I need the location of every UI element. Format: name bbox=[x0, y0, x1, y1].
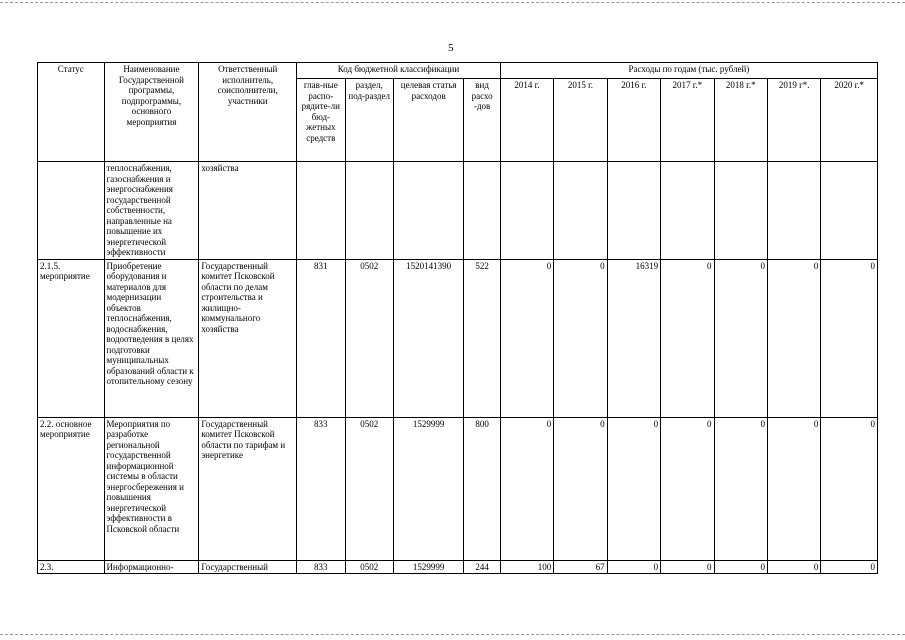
cell-value: 0 bbox=[714, 259, 767, 417]
cell-executor: Государственный комитет Псковской области по делам строительства и жилищно-коммунального хозяйства bbox=[199, 259, 297, 417]
header-year: 2018 г.* bbox=[714, 79, 767, 162]
page-number: 5 bbox=[448, 42, 454, 54]
header-year: 2020 г.* bbox=[821, 79, 878, 162]
cell-executor: хозяйства bbox=[199, 162, 297, 260]
cell-value bbox=[821, 162, 878, 260]
cell-type: 244 bbox=[464, 560, 500, 574]
cell-status: 2.1.5. мероприятие bbox=[38, 259, 105, 417]
table-row bbox=[38, 162, 878, 260]
cell-name: Информационно- bbox=[104, 560, 199, 574]
header-year: 2015 г. bbox=[554, 79, 607, 162]
header-section: раздел, под-раздел bbox=[345, 79, 393, 162]
cell-grbs: 833 bbox=[297, 560, 345, 574]
cell-value bbox=[714, 162, 767, 260]
cell-section bbox=[345, 162, 393, 260]
cell-executor: Государственный комитет Псковской области по тарифам и энергетике bbox=[199, 417, 297, 560]
cell-value: 0 bbox=[607, 417, 660, 560]
scan-top-edge bbox=[0, 2, 905, 4]
cell-value: 0 bbox=[767, 417, 820, 560]
cell-type bbox=[464, 162, 500, 260]
cell-value: 0 bbox=[767, 259, 820, 417]
cell-value: 0 bbox=[821, 259, 878, 417]
cell-value: 67 bbox=[554, 560, 607, 574]
header-article: целевая статья расходов bbox=[393, 79, 464, 162]
cell-status: 2.3. bbox=[38, 560, 105, 574]
header-year: 2019 г*. bbox=[767, 79, 820, 162]
cell-value bbox=[607, 162, 660, 260]
cell-status bbox=[38, 162, 105, 260]
header-expenses: Расходы по годам (тыс. рублей) bbox=[500, 63, 877, 79]
cell-value bbox=[500, 162, 553, 260]
cell-value: 0 bbox=[661, 560, 714, 574]
cell-executor: Государственный bbox=[199, 560, 297, 574]
cell-value: 0 bbox=[767, 560, 820, 574]
scan-bottom-edge bbox=[0, 634, 905, 636]
header-budget-code: Код бюджетной классификации bbox=[297, 63, 501, 79]
cell-article bbox=[393, 162, 464, 260]
cell-status: 2.2. основное мероприятие bbox=[38, 417, 105, 560]
budget-table bbox=[37, 62, 878, 574]
cell-article: 1529999 bbox=[393, 560, 464, 574]
cell-value: 100 bbox=[500, 560, 553, 574]
cell-value: 16319 bbox=[607, 259, 660, 417]
header-status: Статус bbox=[38, 63, 105, 162]
header-year: 2017 г.* bbox=[661, 79, 714, 162]
cell-value: 0 bbox=[661, 259, 714, 417]
cell-value: 0 bbox=[607, 560, 660, 574]
cell-value: 0 bbox=[821, 560, 878, 574]
cell-value bbox=[554, 162, 607, 260]
cell-article: 1529999 bbox=[393, 417, 464, 560]
cell-name: Приобретение оборудования и материалов для модернизации объектов теплоснабжения, водоснабжения, водоотведения в целях подготовки муниципальных образований области к отопительному сезону bbox=[104, 259, 199, 417]
cell-value: 0 bbox=[714, 417, 767, 560]
cell-grbs: 831 bbox=[297, 259, 345, 417]
cell-section: 0502 bbox=[345, 417, 393, 560]
cell-grbs bbox=[297, 162, 345, 260]
cell-section: 0502 bbox=[345, 259, 393, 417]
header-row-1 bbox=[38, 63, 878, 79]
table-row bbox=[38, 560, 878, 574]
cell-value: 0 bbox=[714, 560, 767, 574]
cell-value bbox=[767, 162, 820, 260]
cell-value: 0 bbox=[821, 417, 878, 560]
cell-value: 0 bbox=[554, 417, 607, 560]
cell-grbs: 833 bbox=[297, 417, 345, 560]
header-grbs: глав-ные распо-рядите-ли бюд-жетных средств bbox=[297, 79, 345, 162]
header-year: 2014 г. bbox=[500, 79, 553, 162]
cell-value: 0 bbox=[661, 417, 714, 560]
cell-value: 0 bbox=[500, 259, 553, 417]
table-row bbox=[38, 417, 878, 560]
cell-value: 0 bbox=[554, 259, 607, 417]
cell-article: 1520141390 bbox=[393, 259, 464, 417]
header-type: вид расхо -дов bbox=[464, 79, 500, 162]
header-year: 2016 г. bbox=[607, 79, 660, 162]
cell-name: Мероприятия по разработке региональной государственной информационной системы в области энергосбережения и повышения энергетической эффективности в Псковской области bbox=[104, 417, 199, 560]
table-row bbox=[38, 259, 878, 417]
header-name: Наименование Государственной программы, подпрограммы, основного мероприятия bbox=[104, 63, 199, 162]
cell-name: теплоснабжения, газоснабжения и энергоснабжения государственной собственности, направленные на повышение их энергетической эффективности bbox=[104, 162, 199, 260]
cell-type: 522 bbox=[464, 259, 500, 417]
cell-section: 0502 bbox=[345, 560, 393, 574]
cell-type: 800 bbox=[464, 417, 500, 560]
header-executor: Ответственный исполнитель, соисполнители, участники bbox=[199, 63, 297, 162]
cell-value: 0 bbox=[500, 417, 553, 560]
cell-value bbox=[661, 162, 714, 260]
